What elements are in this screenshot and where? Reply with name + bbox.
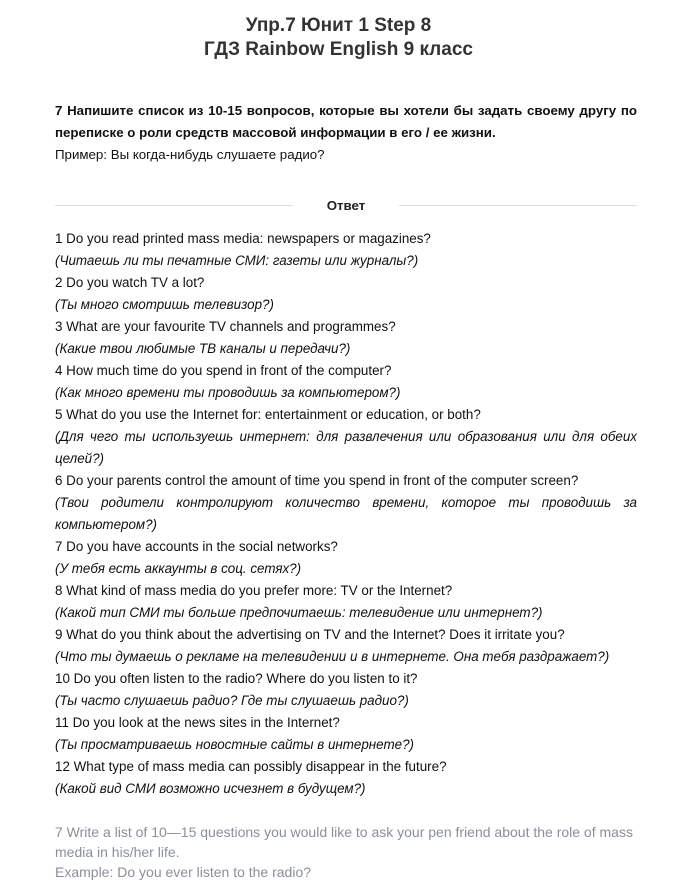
translation-text: (Ты часто слушаешь радио? Где ты слушаешь радио?) bbox=[55, 693, 409, 708]
list-item bbox=[55, 404, 637, 470]
translation-text: (У тебя есть аккаунты в соц. сетях?) bbox=[55, 561, 302, 576]
title-line-2: ГДЗ Rainbow English 9 класс bbox=[204, 39, 473, 60]
translation-text: (Какой тип СМИ ты больше предпочитаешь: телевидение или интернет?) bbox=[55, 605, 543, 620]
list-item bbox=[55, 668, 637, 712]
translation-text: (Что ты думаешь о рекламе на телевидении и в интернете. Она тебя раздражает?) bbox=[55, 649, 610, 664]
task-instruction: 7 Напишите список из 10-15 вопросов, которые вы хотели бы задать своему другу по переписке о роли средств массовой информации в его / ее жизни. bbox=[55, 103, 637, 140]
list-item bbox=[55, 470, 637, 536]
question-text: 5 What do you use the Internet for: entertainment or education, or both? bbox=[55, 407, 481, 422]
question-text: 8 What kind of mass media do you prefer more: TV or the Internet? bbox=[55, 583, 453, 598]
question-text: 11 Do you look at the news sites in the Internet? bbox=[55, 715, 340, 730]
answer-list bbox=[55, 228, 637, 800]
translation-text: (Как много времени ты проводишь за компьютером?) bbox=[55, 385, 401, 400]
list-item bbox=[55, 360, 637, 404]
answer-label: Ответ bbox=[326, 197, 366, 213]
list-item bbox=[55, 624, 637, 668]
list-item bbox=[55, 580, 637, 624]
translation-text: (Какие твои любимые ТВ каналы и передачи?) bbox=[55, 341, 351, 356]
question-text: 7 Do you have accounts in the social networks? bbox=[55, 539, 338, 554]
question-text: 4 How much time do you spend in front of the computer? bbox=[55, 363, 392, 378]
question-text: 2 Do you watch TV a lot? bbox=[55, 275, 205, 290]
list-item bbox=[55, 712, 637, 756]
question-text: 1 Do you read printed mass media: newspapers or magazines? bbox=[55, 231, 431, 246]
list-item bbox=[55, 272, 637, 316]
question-text: 3 What are your favourite TV channels and programmes? bbox=[55, 319, 396, 334]
task-block bbox=[55, 100, 637, 166]
translation-text: (Для чего ты используешь интернет: для развлечения или образования или для обеих целей?) bbox=[55, 429, 637, 466]
question-text: 10 Do you often listen to the radio? Where do you listen to it? bbox=[55, 671, 418, 686]
question-text: 12 What type of mass media can possibly disappear in the future? bbox=[55, 759, 447, 774]
question-text: 6 Do your parents control the amount of time you spend in front of the computer screen? bbox=[55, 473, 579, 488]
list-item bbox=[55, 756, 637, 800]
answer-divider bbox=[55, 194, 637, 216]
translation-text: (Ты просматриваешь новостные сайты в интернете?) bbox=[55, 737, 414, 752]
divider-line-right bbox=[399, 205, 637, 206]
english-task-block bbox=[55, 822, 637, 882]
translation-text: (Твои родители контролируют количество времени, которое ты проводишь за компьютером?) bbox=[55, 495, 637, 532]
page-title bbox=[40, 0, 637, 62]
translation-text: (Какой вид СМИ возможно исчезнет в будущем?) bbox=[55, 781, 366, 796]
list-item bbox=[55, 228, 637, 272]
english-task-example: Example: Do you ever listen to the radio? bbox=[55, 864, 312, 880]
task-example: Пример: Вы когда-нибудь слушаете радио? bbox=[55, 147, 325, 162]
divider-line-left bbox=[55, 205, 293, 206]
title-line-1: Упр.7 Юнит 1 Step 8 bbox=[245, 15, 432, 36]
translation-text: (Читаешь ли ты печатные СМИ: газеты или журналы?) bbox=[55, 253, 419, 268]
list-item bbox=[55, 536, 637, 580]
english-task-instruction: 7 Write a list of 10—15 questions you would like to ask your pen friend about the role of mass media in his/her life. bbox=[55, 824, 633, 860]
question-text: 9 What do you think about the advertising on TV and the Internet? Does it irritate you? bbox=[55, 627, 565, 642]
translation-text: (Ты много смотришь телевизор?) bbox=[55, 297, 274, 312]
list-item bbox=[55, 316, 637, 360]
